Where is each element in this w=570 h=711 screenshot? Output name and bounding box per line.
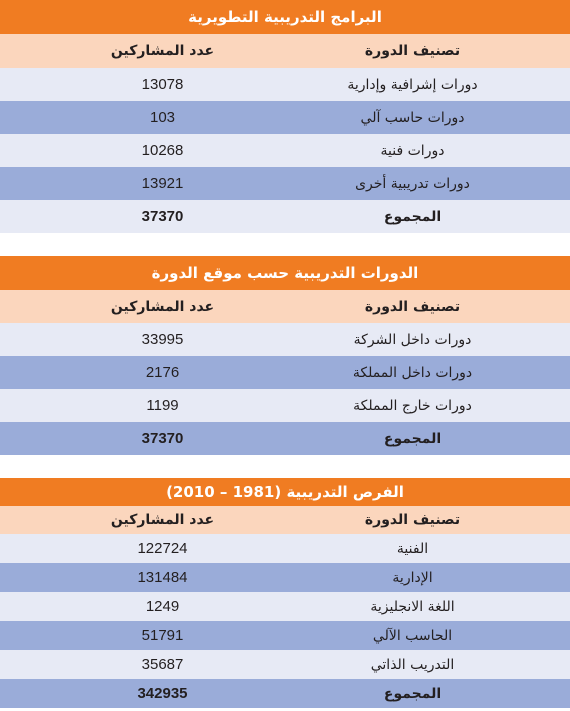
row-label: دورات داخل الشركة — [353, 331, 472, 348]
table-row — [0, 356, 570, 389]
table-courses-by-location — [0, 256, 570, 455]
row-label: دورات خارج المملكة — [353, 397, 472, 414]
table-total-row — [0, 200, 570, 233]
table-row — [0, 134, 570, 167]
table-row — [0, 563, 570, 592]
table-row — [0, 389, 570, 422]
table-total-row — [0, 422, 570, 455]
table-header — [0, 290, 570, 323]
row-label: الحاسب الآلي — [372, 627, 453, 644]
table-total-row — [0, 679, 570, 708]
total-label: المجموع — [383, 685, 442, 702]
table-development-programs — [0, 0, 570, 233]
row-label: دورات حاسب آلي — [360, 109, 465, 126]
table-row — [0, 592, 570, 621]
row-label: التدريب الذاتي — [370, 656, 455, 673]
row-label: دورات فنية — [380, 142, 445, 159]
table-title: الفرص التدريبية (1981 – 2010) — [0, 478, 570, 506]
total-value: 37370 — [141, 430, 184, 447]
row-value: 103 — [149, 109, 176, 126]
table-training-opportunities — [0, 478, 570, 708]
row-label: اللغة الانجليزية — [370, 598, 455, 615]
header-count: عدد المشاركين — [110, 43, 215, 59]
row-value: 122724 — [137, 540, 188, 557]
table-row — [0, 167, 570, 200]
row-label: الفنية — [396, 540, 429, 557]
total-label: المجموع — [383, 430, 442, 447]
row-value: 1249 — [145, 598, 180, 615]
row-value: 131484 — [137, 569, 188, 586]
table-row — [0, 534, 570, 563]
row-value: 2176 — [145, 364, 180, 381]
total-value: 342935 — [137, 685, 188, 702]
row-value: 13921 — [141, 175, 184, 192]
header-count: عدد المشاركين — [110, 512, 215, 528]
total-label: المجموع — [383, 208, 442, 225]
header-count: عدد المشاركين — [110, 298, 215, 315]
row-value: 35687 — [141, 656, 184, 673]
total-value: 37370 — [141, 208, 184, 225]
row-label: دورات تدريبية أخرى — [355, 175, 470, 192]
table-title: البرامج التدريبية التطويرية — [0, 0, 570, 34]
row-value: 1199 — [146, 397, 179, 414]
row-value: 10268 — [141, 142, 184, 159]
table-title: الدورات التدريبية حسب موقع الدورة — [0, 256, 570, 290]
table-row — [0, 650, 570, 679]
table-header — [0, 506, 570, 534]
table-row — [0, 621, 570, 650]
header-category: تصنيف الدورة — [364, 512, 461, 528]
row-label: الإدارية — [392, 569, 433, 586]
header-category: تصنيف الدورة — [364, 43, 461, 59]
table-header — [0, 34, 570, 68]
row-value: 13078 — [141, 76, 184, 93]
row-label: دورات داخل المملكة — [352, 364, 473, 381]
table-row — [0, 323, 570, 356]
row-label: دورات إشرافية وإدارية — [347, 76, 478, 93]
row-value: 33995 — [141, 331, 184, 348]
row-value: 51791 — [141, 627, 184, 644]
table-row — [0, 101, 570, 134]
table-row — [0, 68, 570, 101]
header-category: تصنيف الدورة — [364, 298, 461, 315]
